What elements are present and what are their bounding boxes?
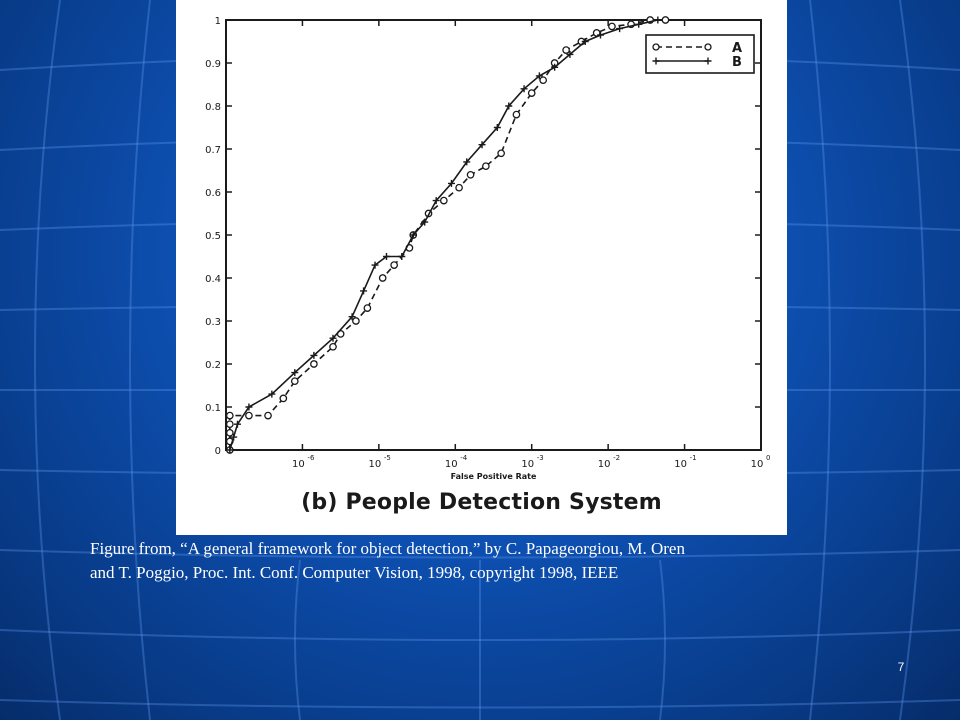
series-point-B bbox=[654, 17, 661, 24]
x-tick-exponent: -1 bbox=[689, 454, 697, 462]
series-point-A bbox=[529, 90, 535, 96]
series-point-A bbox=[353, 318, 359, 324]
series-point-A bbox=[467, 172, 473, 178]
series-point-A bbox=[563, 47, 569, 53]
series-point-A bbox=[280, 395, 286, 401]
x-tick-label: 10 bbox=[521, 459, 535, 470]
x-tick-exponent: -6 bbox=[307, 454, 315, 462]
series-point-A bbox=[246, 412, 252, 418]
y-tick-label: 0.6 bbox=[205, 188, 221, 199]
series-point-A bbox=[498, 150, 504, 156]
figure-citation bbox=[90, 537, 870, 585]
x-tick-label: 10 bbox=[444, 459, 458, 470]
x-tick-label: 10 bbox=[597, 459, 611, 470]
series-point-A bbox=[540, 77, 546, 83]
series-point-A bbox=[265, 412, 271, 418]
y-tick-label: 0.8 bbox=[205, 102, 221, 113]
x-tick-label: 10 bbox=[674, 459, 687, 470]
legend-marker-A bbox=[653, 44, 659, 50]
series-point-A bbox=[456, 185, 462, 191]
series-point-A bbox=[292, 378, 298, 384]
y-tick-label: 0.9 bbox=[205, 59, 221, 70]
series-point-A bbox=[227, 412, 233, 418]
chart-title: (b) People Detection System bbox=[301, 490, 662, 515]
x-tick-label: 10 bbox=[750, 459, 764, 470]
series-point-B bbox=[360, 287, 367, 294]
y-tick-label: 0.7 bbox=[205, 145, 221, 156]
y-tick-label: 0.5 bbox=[205, 231, 221, 242]
series-point-A bbox=[379, 275, 385, 281]
series-line-A bbox=[230, 20, 666, 450]
x-tick-exponent: -3 bbox=[536, 454, 544, 462]
x-axis-label: False Positive Rate bbox=[450, 472, 537, 481]
series-point-A bbox=[441, 197, 447, 203]
x-tick-exponent: -5 bbox=[383, 454, 391, 462]
citation-line-1: Figure from, “A general framework for object detection,” by C. Papageorgiou, M. Oren bbox=[90, 539, 685, 558]
series-point-B bbox=[616, 25, 623, 32]
y-tick-label: 0 bbox=[214, 446, 221, 457]
x-tick-exponent: -2 bbox=[613, 454, 621, 462]
y-tick-label: 0.2 bbox=[205, 360, 221, 371]
legend-label-A: A bbox=[732, 41, 743, 56]
x-tick-exponent: -4 bbox=[460, 454, 468, 462]
series-point-A bbox=[391, 262, 397, 268]
series-line-B bbox=[230, 20, 658, 450]
legend-marker-A bbox=[705, 44, 711, 50]
roc-chart bbox=[176, 0, 787, 535]
series-point-A bbox=[311, 361, 317, 367]
x-tick-label: 10 bbox=[292, 459, 305, 470]
figure-panel bbox=[176, 0, 787, 535]
x-tick-exponent: 0 bbox=[766, 454, 771, 462]
plot-frame bbox=[226, 20, 761, 450]
legend-label-B: B bbox=[732, 55, 742, 70]
series-point-A bbox=[662, 17, 668, 23]
y-tick-label: 0.3 bbox=[205, 317, 221, 328]
series-point-A bbox=[513, 111, 519, 117]
y-tick-label: 1 bbox=[214, 16, 221, 27]
x-tick-label: 10 bbox=[368, 459, 382, 470]
series-point-A bbox=[227, 430, 233, 436]
y-tick-label: 0.1 bbox=[205, 403, 221, 414]
series-point-A bbox=[364, 305, 370, 311]
series-point-A bbox=[483, 163, 489, 169]
citation-line-2: and T. Poggio, Proc. Int. Conf. Computer Vision, 1998, copyright 1998, IEEE bbox=[90, 563, 619, 582]
y-tick-label: 0.4 bbox=[205, 274, 221, 285]
series-point-A bbox=[227, 421, 233, 427]
series-point-A bbox=[330, 344, 336, 350]
series-point-A bbox=[609, 23, 615, 29]
page-number: 7 bbox=[897, 660, 905, 674]
